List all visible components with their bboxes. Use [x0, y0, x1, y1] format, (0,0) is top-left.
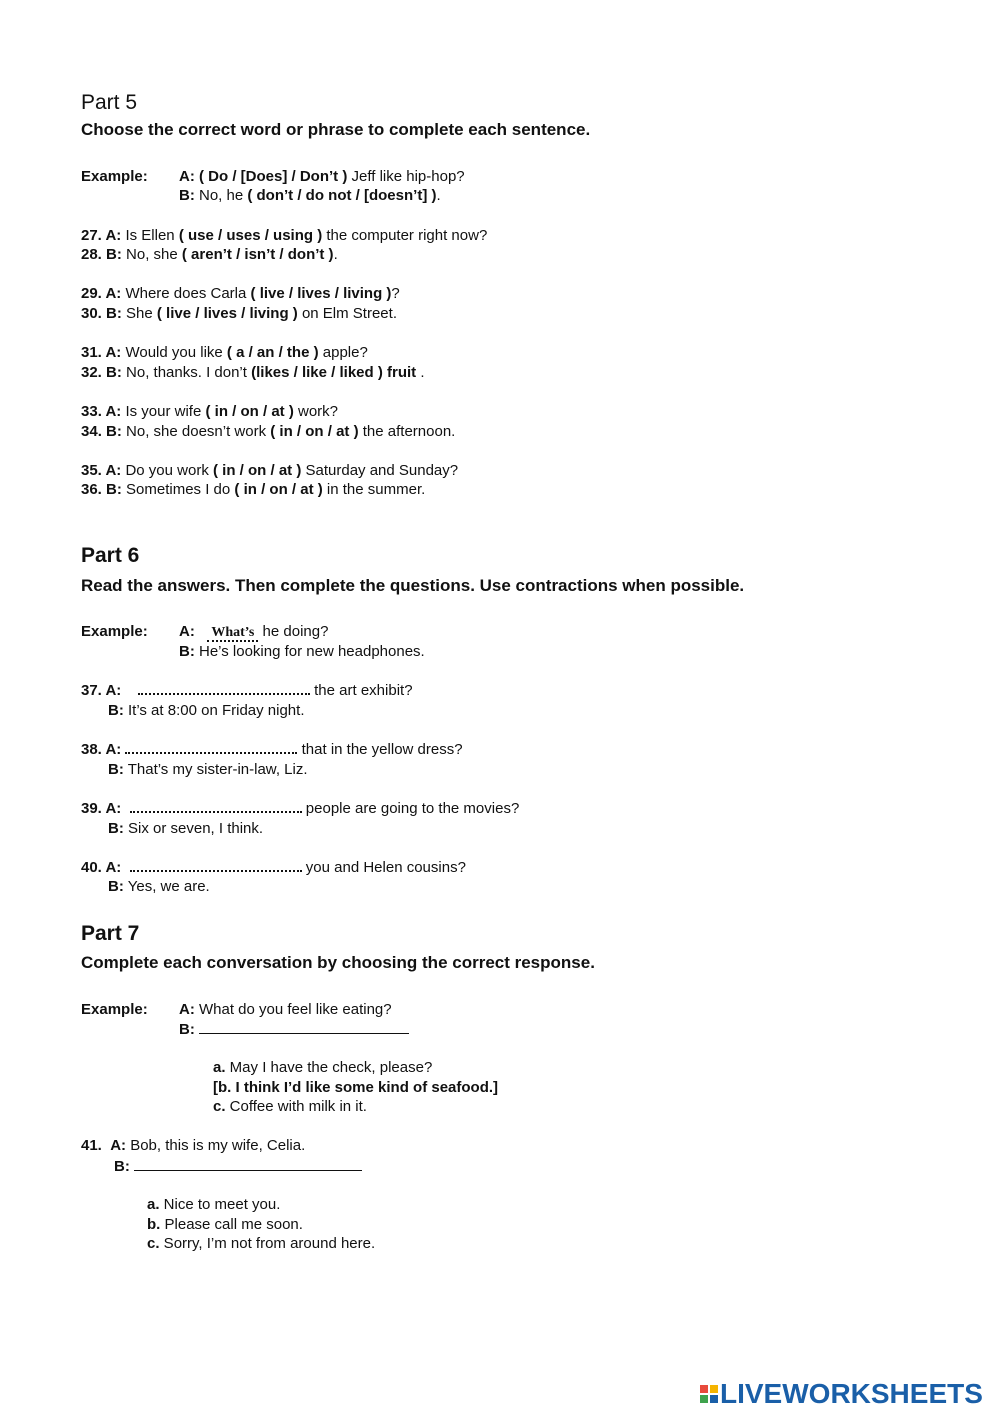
answer-blank[interactable] — [130, 858, 302, 872]
answer-40 — [108, 877, 210, 897]
question-label: 27. A: — [81, 227, 122, 244]
speaker-label: A: — [179, 623, 195, 640]
question-label: 38. A: — [81, 741, 122, 758]
sentence-text: Jeff like hip-hop? — [347, 168, 465, 185]
sentence-text: . — [333, 246, 338, 263]
question-label: 36. B: — [81, 481, 122, 498]
sentence-text: ? — [391, 285, 400, 302]
part6-example-b — [179, 642, 425, 662]
option-text: Coffee with milk in it. — [225, 1098, 367, 1115]
question-number: 41. — [81, 1137, 102, 1154]
part5-title: Part 5 — [81, 91, 138, 114]
question-label: . A: — [97, 403, 122, 420]
answer-38 — [108, 760, 308, 780]
choice-options[interactable]: ( aren’t / isn’t / don’t ) — [181, 246, 334, 263]
sentence-text: He’s looking for new headphones. — [194, 643, 425, 660]
sentence-text: No, he — [194, 187, 248, 204]
part5-example-label: Example: — [81, 168, 148, 185]
speaker-label: A: — [179, 1001, 195, 1018]
question-label: 28. B: — [81, 246, 122, 263]
sentence-text: in the summer. — [322, 481, 426, 498]
sentence-text: Sometimes I do — [121, 481, 235, 498]
speaker-label: B: — [179, 643, 195, 660]
sentence-text: you and Helen cousins? — [301, 859, 466, 876]
choice-options[interactable]: ( use / uses / using ) — [178, 227, 323, 244]
part7-example-b — [179, 1019, 409, 1040]
part5-instruction: Choose the correct word or phrase to complete each sentence. — [81, 120, 591, 139]
part5-example-b — [179, 186, 441, 206]
question-41 — [81, 1136, 305, 1156]
liveworksheets-logo — [700, 1377, 983, 1411]
question-label: 30. B: — [81, 305, 122, 322]
speaker-label: A: — [110, 1137, 127, 1154]
part6-example-label: Example: — [81, 623, 148, 640]
example-option-b: [b. I think I’d like some kind of seafood.] — [213, 1079, 499, 1096]
q41-option-b[interactable] — [147, 1215, 303, 1235]
sentence-text: Do you work — [121, 462, 213, 479]
example-option-c — [213, 1097, 367, 1117]
sentence-text: What do you feel like eating? — [194, 1001, 392, 1018]
question-label: 39. A: — [81, 800, 122, 817]
question-36 — [81, 480, 425, 500]
part7-instruction: Complete each conversation by choosing the correct response. — [81, 953, 595, 972]
sentence-text: the computer right now? — [322, 227, 488, 244]
answer-37 — [108, 701, 305, 721]
sentence-text: . — [416, 364, 425, 381]
speaker-label: B: — [179, 1021, 195, 1038]
sentence-text: he doing? — [258, 623, 329, 640]
question-33 — [81, 402, 338, 422]
question-label: 35. A: — [81, 462, 122, 479]
answer-blank[interactable] — [130, 799, 302, 813]
choice-options[interactable]: ( live / lives / living ) — [156, 305, 298, 322]
sentence-text: She — [121, 305, 157, 322]
option-letter: c. — [147, 1235, 160, 1252]
sentence-text: work? — [293, 403, 339, 420]
q41-option-c[interactable] — [147, 1234, 375, 1254]
question-label: 29. A: — [81, 285, 122, 302]
speaker-label: B: — [114, 1158, 130, 1175]
sentence-text: the afternoon. — [358, 423, 456, 440]
sentence-text: Saturday and Sunday? — [301, 462, 459, 479]
sentence-text: It’s at 8:00 on Friday night. — [123, 702, 305, 719]
question-38 — [81, 740, 463, 760]
sentence-text: the art exhibit? — [309, 682, 413, 699]
sentence-text: No, thanks. I don’t — [121, 364, 252, 381]
brand-name: LIVEWORKSHEETS — [720, 1378, 983, 1409]
question-35 — [81, 461, 458, 481]
sentence-text: Six or seven, I think. — [123, 820, 264, 837]
response-line — [199, 1019, 409, 1034]
option-text: Nice to meet you. — [159, 1196, 281, 1213]
part6-example-a — [179, 622, 328, 642]
choice-options: ( don’t / do not / [doesn’t] ) — [247, 187, 437, 204]
question-34 — [81, 422, 455, 442]
question-31 — [81, 343, 368, 363]
speaker-label: B: — [108, 820, 124, 837]
question-29 — [81, 284, 400, 304]
logo-icon — [700, 1385, 718, 1403]
part5-example-a — [179, 167, 465, 187]
sentence-text: that in the yellow dress? — [297, 741, 463, 758]
question-label: 32. B: — [81, 364, 122, 381]
choice-options[interactable]: ( in / on / at ) — [205, 403, 294, 420]
choice-options[interactable]: ( in / on / at ) — [234, 481, 323, 498]
response-blank[interactable] — [134, 1156, 362, 1171]
question-39 — [81, 799, 519, 819]
speaker-label: B: — [179, 187, 195, 204]
question-27 — [81, 226, 487, 246]
part7-title: Part 7 — [81, 922, 140, 945]
sentence-text: Would you like — [121, 344, 227, 361]
question-32 — [81, 363, 425, 383]
question-number: 34 — [81, 423, 98, 440]
example-answer: What’s — [207, 626, 258, 642]
sentence-text: people are going to the movies? — [301, 800, 520, 817]
choice-options[interactable]: ( in / on / at ) — [270, 423, 359, 440]
option-text: Sorry, I’m not from around here. — [159, 1235, 376, 1252]
option-letter: b. — [147, 1216, 161, 1233]
question-label: . B: — [97, 423, 122, 440]
choice-options[interactable]: ( in / on / at ) — [213, 462, 302, 479]
option-text: May I have the check, please? — [225, 1059, 433, 1076]
sentence-text: on Elm Street. — [297, 305, 397, 322]
question-37 — [81, 681, 413, 701]
option-letter: a. — [147, 1196, 160, 1213]
question-41-b — [114, 1156, 362, 1177]
sentence-text: Is your wife — [121, 403, 206, 420]
answer-39 — [108, 819, 263, 839]
choice-options[interactable]: (likes / like / liked ) fruit — [251, 364, 417, 381]
speaker-label: B: — [108, 702, 124, 719]
part7-example-a — [179, 1000, 392, 1020]
sentence-text: apple? — [318, 344, 368, 361]
q41-option-a[interactable] — [147, 1195, 280, 1215]
sentence-text: That’s my sister-in-law, Liz. — [123, 761, 308, 778]
sentence-text: Bob, this is my wife, Celia. — [126, 1137, 306, 1154]
option-letter: a. — [213, 1059, 226, 1076]
speaker-label: B: — [108, 761, 124, 778]
part6-title: Part 6 — [81, 544, 140, 567]
question-28 — [81, 245, 338, 265]
sentence-text: Is Ellen — [121, 227, 179, 244]
speaker-label: A: — [179, 168, 195, 185]
part7-example-label: Example: — [81, 1001, 148, 1018]
option-text: Please call me soon. — [160, 1216, 303, 1233]
sentence-text: No, she — [121, 246, 182, 263]
question-label: 31. A: — [81, 344, 122, 361]
question-label: 37. A: — [81, 682, 122, 699]
part6-instruction: Read the answers. Then complete the questions. Use contractions when possible. — [81, 576, 745, 595]
sentence-text: . — [436, 187, 441, 204]
question-40 — [81, 858, 466, 878]
answer-blank[interactable] — [125, 740, 297, 754]
question-number: 33 — [81, 403, 98, 420]
sentence-text: No, she doesn’t work — [121, 423, 271, 440]
question-label: 40. A: — [81, 859, 122, 876]
sentence-text: Where does Carla — [121, 285, 251, 302]
example-option-a — [213, 1058, 432, 1078]
choice-options[interactable]: ( a / an / the ) — [226, 344, 319, 361]
answer-blank[interactable] — [138, 681, 310, 695]
choice-options[interactable]: ( live / lives / living ) — [250, 285, 392, 302]
sentence-text: Yes, we are. — [123, 878, 210, 895]
option-letter: c. — [213, 1098, 226, 1115]
choice-options: ( Do / [Does] / Don’t ) — [199, 168, 348, 185]
question-30 — [81, 304, 397, 324]
speaker-label: B: — [108, 878, 124, 895]
